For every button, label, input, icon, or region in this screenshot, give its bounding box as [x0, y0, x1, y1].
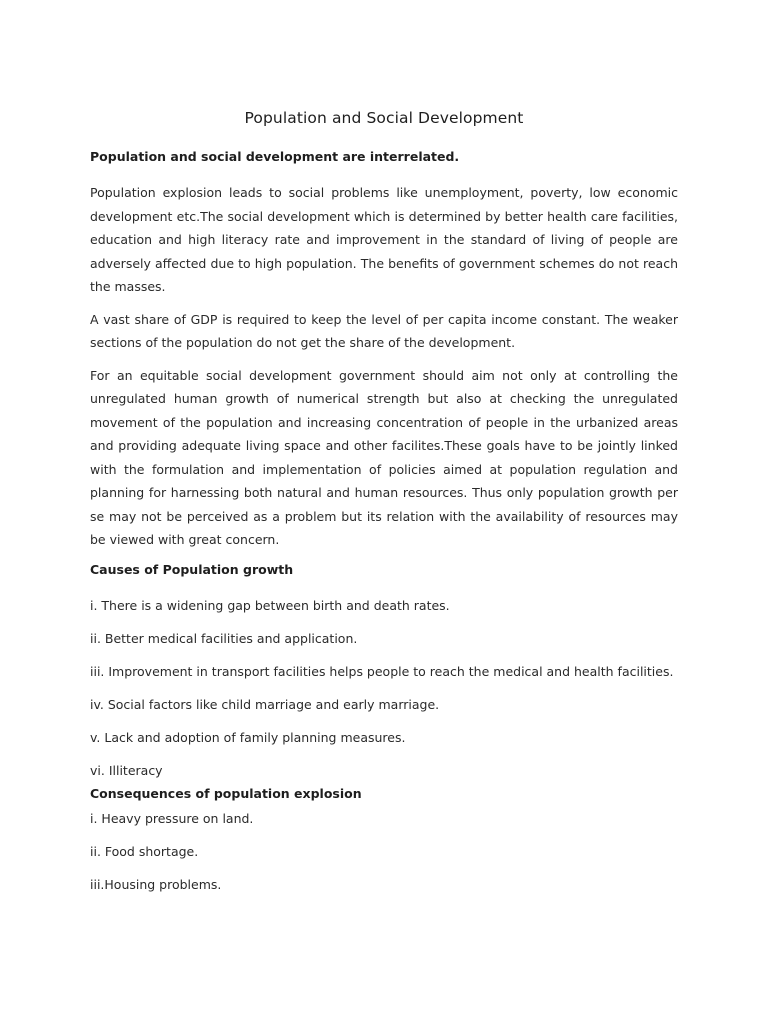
consequence-item: ii. Food shortage.	[90, 843, 199, 859]
intro-heading: Population and social development are interrelated.	[90, 149, 460, 164]
cause-item: vi. Illiteracy	[90, 762, 163, 778]
cause-item: i. There is a widening gap between birth and death rates.	[90, 597, 450, 613]
cause-item: iv. Social factors like child marriage and early marriage.	[90, 696, 440, 712]
consequences-heading: Consequences of population explosion	[90, 785, 362, 801]
consequence-item: iii.Housing problems.	[90, 876, 222, 892]
cause-item: ii. Better medical facilities and application.	[90, 630, 358, 646]
paragraph: A vast share of GDP is required to keep the level of per capita income constant. The weaker sections of the population do not get the share of the development.	[90, 311, 678, 350]
paragraph: For an equitable social development government should aim not only at controlling the unregulated human growth of numerical strength but also at checking the unregulated movement of the population and increasing concentration of people in the urbanized areas and providing adequate living space and other facilites.These goals have to be jointly linked with the formulation and implementation of policies aimed at population regulation and planning for harnessing both natural and human resources. Thus only population growth per se may not be perceived as a problem but its relation with the availability of resources may be viewed with great concern.	[90, 367, 678, 547]
causes-heading: Causes of Population growth	[90, 561, 294, 577]
cause-item: v. Lack and adoption of family planning measures.	[90, 729, 406, 745]
cause-item: iii. Improvement in transport facilities helps people to reach the medical and health facilities.	[90, 663, 674, 679]
consequence-item: i. Heavy pressure on land.	[90, 810, 254, 826]
document-title: Population and Social Development	[244, 109, 524, 127]
paragraph: Population explosion leads to social problems like unemployment, poverty, low economic development etc.The social development which is determined by better health care facilities, education and high literacy rate and improvement in the standard of living of people are adversely affected due to high population. The benefits of government schemes do not reach the masses.	[90, 185, 678, 294]
